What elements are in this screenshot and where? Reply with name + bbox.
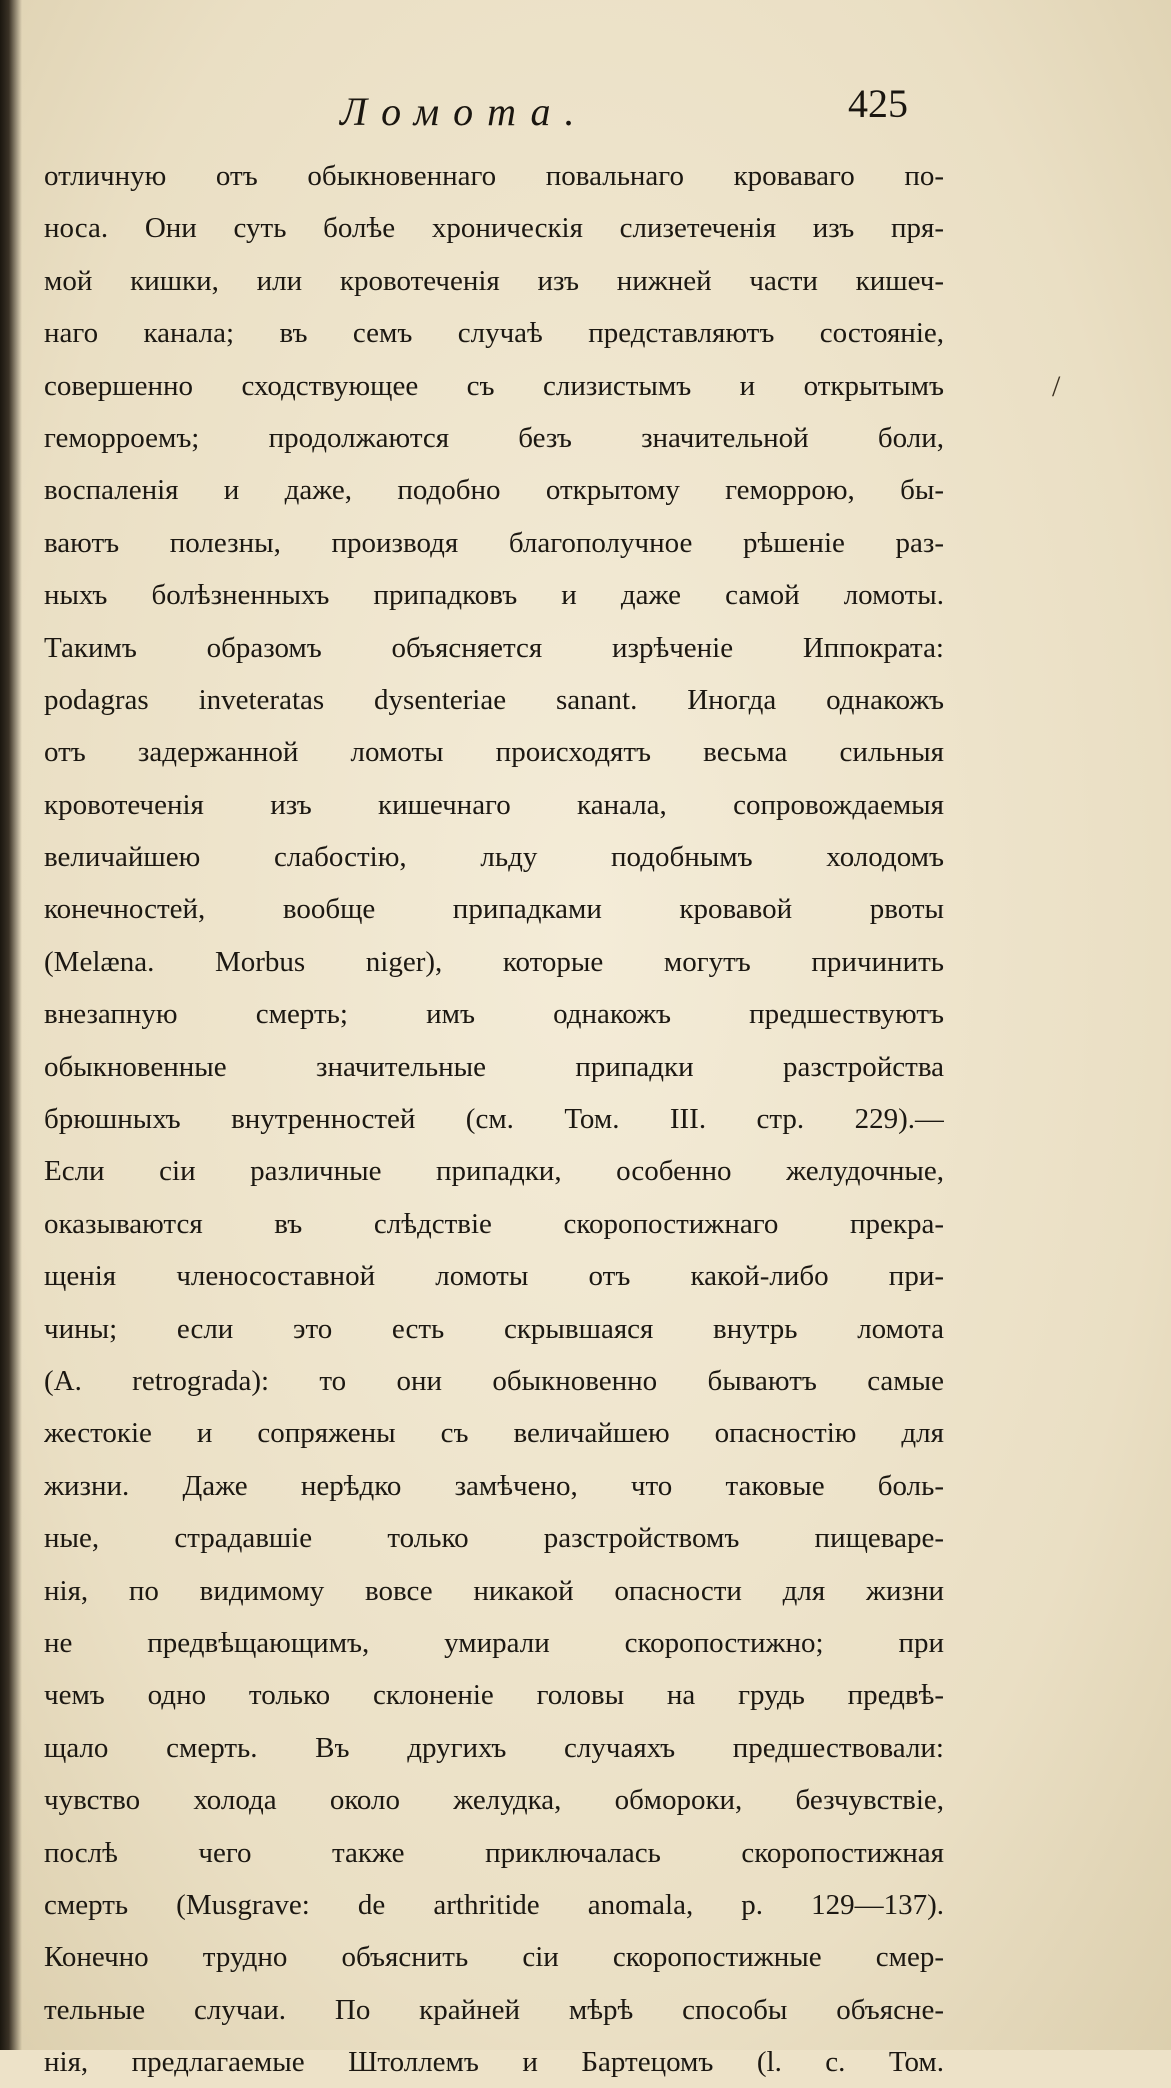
- body-text: [44, 150, 944, 2088]
- text-line: (A. retrograda): то они обыкновенно бываютъ самые: [44, 1364, 944, 1397]
- text-line: Такимъ образомъ объясняется изрѣченіе Иппократа:: [44, 631, 944, 664]
- text-line: внезапную смерть; имъ однакожъ предшествуютъ: [44, 998, 944, 1031]
- text-line: жестокіе и сопряжены съ величайшею опасностію для: [44, 1417, 944, 1450]
- text-line: (Melæna. Morbus niger), которые могутъ причинить: [44, 945, 944, 978]
- text-line: смерть (Musgrave: de arthritide anomala, p. 129—137).: [44, 1888, 944, 1921]
- text-line: podagras inveteratas dysenteriae sanant. Иногда однакожъ: [44, 683, 944, 716]
- text-line: чины; если это есть скрывшаяся внутрь ломота: [44, 1312, 944, 1345]
- text-line: отличную отъ обыкновеннаго повальнаго кроваваго по-: [44, 160, 944, 192]
- text-line: не предвѣщающимъ, умирали скоропостижно; при: [44, 1626, 944, 1659]
- text-line: носа. Они суть болѣе хроническія слизетеченія изъ пря-: [44, 212, 944, 245]
- text-line: тельные случаи. По крайней мѣрѣ способы объясне-: [44, 1993, 944, 2026]
- page-header: [0, 81, 1171, 148]
- text-line: щенія членосоставной ломоты отъ какой-либо при-: [44, 1260, 944, 1293]
- text-line: чемъ одно только склоненіе головы на грудь предвѣ-: [44, 1679, 944, 1712]
- text-line: ваютъ полезны, производя благополучное рѣшеніе раз-: [44, 526, 944, 559]
- text-line: Конечно трудно объяснить сіи скоропостижные смер-: [44, 1941, 944, 1974]
- text-line: геморроемъ; продолжаются безъ значительной боли,: [44, 421, 944, 454]
- text-line: жизни. Даже нерѣдко замѣчено, что таковые боль-: [44, 1469, 944, 1502]
- text-line: совершенно сходствующее съ слизистымъ и открытымъ: [44, 369, 944, 402]
- text-line: воспаленія и даже, подобно открытому геморрою, бы-: [44, 474, 944, 507]
- text-line: щало смерть. Въ другихъ случаяхъ предшествовали:: [44, 1731, 944, 1764]
- text-line: оказываются въ слѣдствіе скоропостижнаго прекра-: [44, 1207, 944, 1240]
- text-line: нія, по видимому вовсе никакой опасности для жизни: [44, 1574, 944, 1607]
- text-line: отъ задержанной ломоты происходятъ весьма сильныя: [44, 736, 944, 769]
- page-number: 425: [848, 81, 908, 126]
- running-title: Ломота.: [340, 89, 589, 134]
- text-line: Если сіи различные припадки, особенно желудочные,: [44, 1155, 944, 1188]
- text-line: ные, страдавшіе только разстройствомъ пищеваре-: [44, 1522, 944, 1555]
- text-line: величайшею слабостію, льду подобнымъ холодомъ: [44, 841, 944, 874]
- binding-shadow: [0, 0, 22, 2050]
- text-line: брюшныхъ внутренностей (см. Том. III. стр. 229).—: [44, 1103, 944, 1136]
- text-line: конечностей, вообще припадками кровавой рвоты: [44, 893, 944, 926]
- text-line: чувство холода около желудка, обмороки, безчувствіе,: [44, 1784, 944, 1817]
- text-line: послѣ чего также приключалась скоропостижная: [44, 1836, 944, 1869]
- text-line: обыкновенные значительные припадки разстройства: [44, 1050, 944, 1083]
- text-line: наго канала; въ семъ случаѣ представляютъ состояніе,: [44, 317, 944, 350]
- margin-pencil-mark: /: [1052, 370, 1061, 403]
- text-line: ныхъ болѣзненныхъ припадковъ и даже самой ломоты.: [44, 579, 944, 612]
- text-line: мой кишки, или кровотеченія изъ нижней части кишеч-: [44, 264, 944, 297]
- text-line: кровотеченія изъ кишечнаго канала, сопровождаемыя: [44, 788, 944, 821]
- text-line: нія, предлагаемые Штоллемъ и Бартецомъ (l. c. Том.: [44, 2046, 944, 2079]
